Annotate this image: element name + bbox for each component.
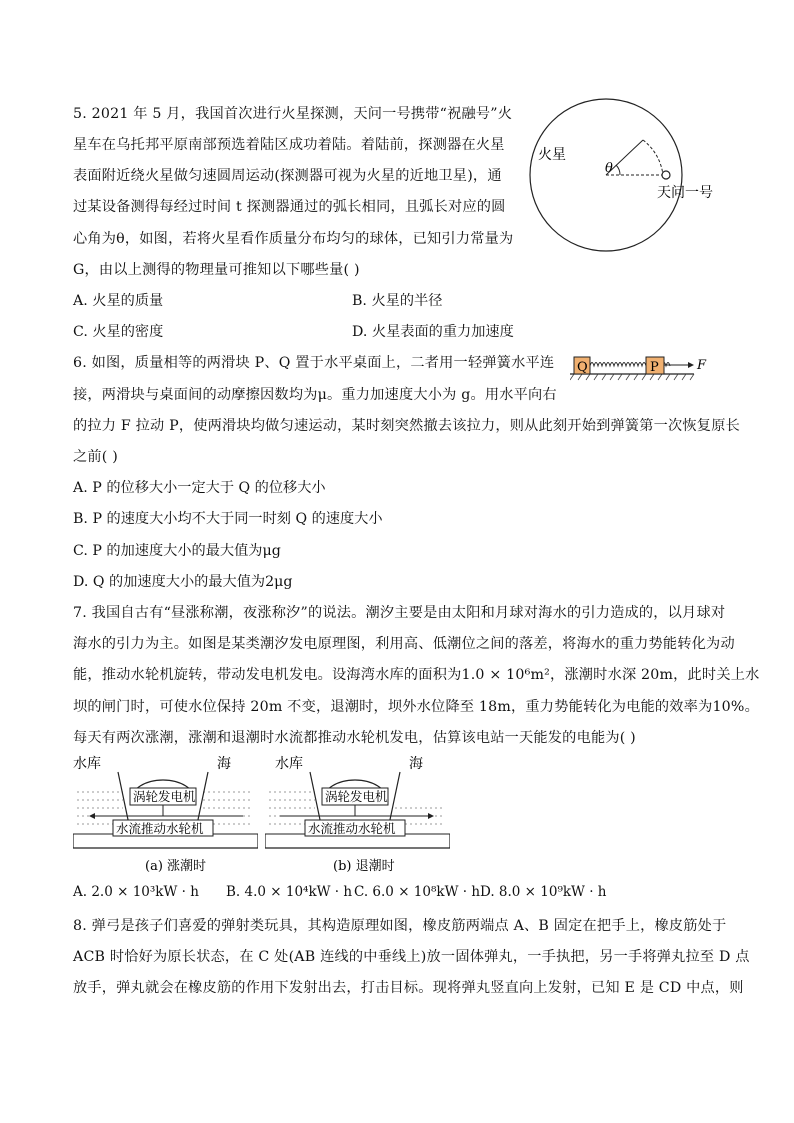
q5-line-2: 星车在乌托邦平原南部预选着陆区成功着陆。着陆前，探测器在火星 bbox=[73, 137, 505, 153]
tidal-figure-b bbox=[265, 752, 450, 877]
tidal-figure-a bbox=[73, 752, 258, 877]
sea-label: 海 bbox=[217, 756, 231, 772]
generator-label-b: 涡轮发电机 bbox=[325, 789, 388, 804]
mars-orbit-figure bbox=[505, 96, 725, 256]
q5-option-b[interactable]: B. 火星的半径 bbox=[352, 293, 443, 309]
block-q-label: Q bbox=[577, 360, 588, 375]
q5-line-1: 5. 2021 年 5 月，我国首次进行火星探测，天问一号携带“祝融号”火 bbox=[73, 106, 513, 122]
q6-line-3: 的拉力 F 拉动 P，使两滑块均做匀速运动，某时刻突然撤去该拉力，则从此刻开始到弹簧第一次恢复原长 bbox=[73, 418, 740, 434]
q7-option-a[interactable]: A. 2.0 × 10³kW · h bbox=[73, 884, 199, 900]
reservoir-label: 水库 bbox=[73, 756, 101, 772]
angle-label: θ bbox=[605, 161, 613, 176]
q8-line-3: 放手，弹丸就会在橡皮筋的作用下发射出去，打击目标。现将弹丸竖直向上发射，已知 E 是 CD 中点，则 bbox=[73, 980, 744, 996]
q6-option-b[interactable]: B. P 的速度大小均不大于同一时刻 Q 的速度大小 bbox=[73, 511, 383, 527]
reservoir-label-b: 水库 bbox=[275, 756, 303, 772]
q7-option-d[interactable]: D. 8.0 × 10⁹kW · h bbox=[480, 884, 607, 900]
q6-option-d[interactable]: D. Q 的加速度大小的最大值为2μg bbox=[73, 574, 293, 590]
angle-arc bbox=[616, 165, 620, 175]
q6-line-4: 之前( ) bbox=[73, 449, 118, 465]
orbit-arc bbox=[643, 140, 663, 175]
q5-line-3: 表面附近绕火星做匀速圆周运动(探测器可视为火星的近地卫星)，通 bbox=[73, 168, 502, 184]
turbine-label: 水流推动水轮机 bbox=[116, 821, 204, 836]
probe-circle bbox=[662, 171, 670, 179]
q5-option-c[interactable]: C. 火星的密度 bbox=[73, 324, 164, 340]
force-label: F bbox=[697, 358, 707, 373]
q5-option-d[interactable]: D. 火星表面的重力加速度 bbox=[352, 324, 514, 340]
planet-label: 火星 bbox=[538, 147, 566, 163]
q6-line-2: 接，两滑块与桌面间的动摩擦因数均为μ。重力加速度大小为 g。用水平向右 bbox=[73, 387, 557, 403]
sea-label-b: 海 bbox=[409, 756, 423, 772]
q7-line-1: 7. 我国自古有“昼涨称潮，夜涨称汐”的说法。潮汐主要是由太阳和月球对海水的引力造成的，以月球对 bbox=[73, 605, 726, 621]
q8-line-2: ACB 时恰好为原长状态，在 C 处(AB 连线的中垂线上)放一固体弹丸，一手执把，另一手将弹丸拉至 D 点 bbox=[73, 949, 750, 965]
generator-label: 涡轮发电机 bbox=[133, 789, 196, 804]
q7-line-3: 能，推动水轮机旋转，带动发电机发电。设海湾水库的面积为1.0 × 10⁶m²，涨潮时水深 20m，此时关上水 bbox=[73, 667, 760, 683]
caption-b: (b) 退潮时 bbox=[333, 859, 395, 874]
q8-line-1: 8. 弹弓是孩子们喜爱的弹射类玩具，其构造原理如图，橡皮筋两端点 A、B 固定在把手上，橡皮筋处于 bbox=[73, 918, 727, 934]
caption-a: (a) 涨潮时 bbox=[145, 859, 207, 874]
q7-option-c[interactable]: C. 6.0 × 10⁸kW · h bbox=[354, 884, 481, 900]
q7-line-4: 坝的闸门时，可使水位保持 20m 不变，退潮时，坝外水位降至 18m，重力势能转化为电能的效率为10%。 bbox=[73, 699, 759, 715]
q5-option-a[interactable]: A. 火星的质量 bbox=[73, 293, 164, 309]
block-p-label: P bbox=[650, 360, 659, 375]
q5-line-5: 心角为θ，如图，若将火星看作质量分布均匀的球体，已知引力常量为 bbox=[73, 231, 514, 247]
q6-line-1: 6. 如图，质量相等的两滑块 P、Q 置于水平桌面上，二者用一轻弹簧水平连 bbox=[73, 355, 555, 371]
probe-label: 天问一号 bbox=[657, 185, 713, 201]
q7-line-5: 每天有两次涨潮，涨潮和退潮时水流都推动水轮机发电，估算该电站一天能发的电能为( ) bbox=[73, 730, 636, 746]
q5-line-4: 过某设备测得每经过时间 t 探测器通过的弧长相同，且弧长对应的圆 bbox=[73, 199, 506, 215]
q7-line-2: 海水的引力为主。如图是某类潮汐发电原理图，利用高、低潮位之间的落差，将海水的重力势能转化为动 bbox=[73, 636, 735, 652]
q6-option-c[interactable]: C. P 的加速度大小的最大值为μg bbox=[73, 543, 281, 559]
q6-option-a[interactable]: A. P 的位移大小一定大于 Q 的位移大小 bbox=[73, 480, 326, 496]
spring-blocks-figure bbox=[570, 352, 720, 382]
q5-line-6: G，由以上测得的物理量可推知以下哪些量( ) bbox=[73, 262, 360, 278]
turbine-label-b: 水流推动水轮机 bbox=[308, 821, 396, 836]
q7-option-b[interactable]: B. 4.0 × 10⁴kW · h bbox=[226, 884, 353, 900]
